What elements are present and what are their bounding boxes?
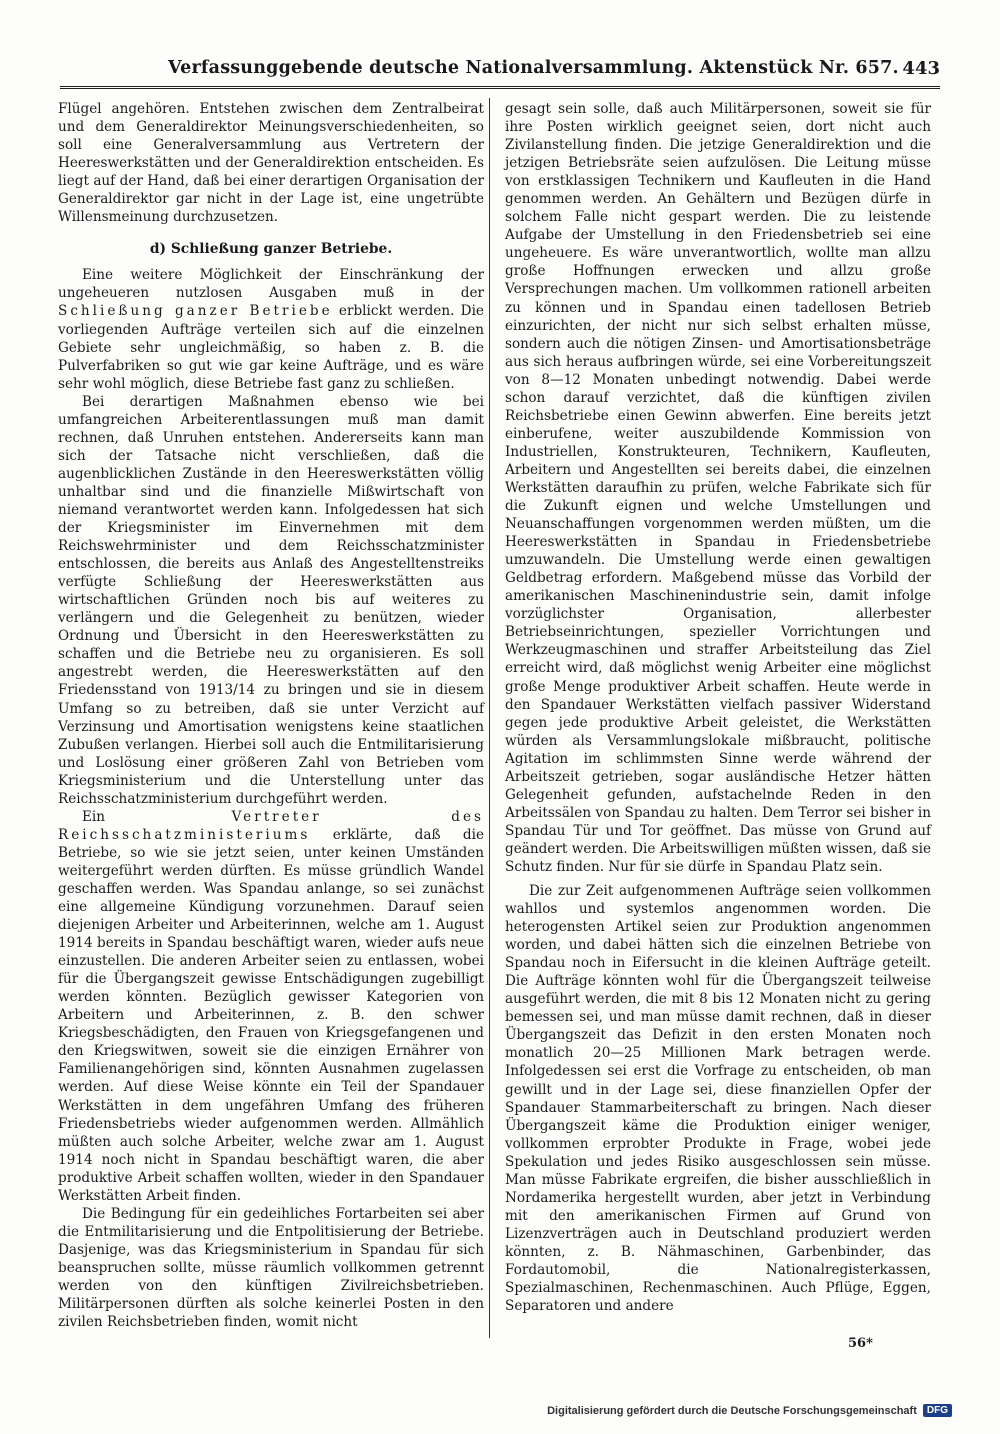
paragraph [58,266,484,392]
text-run: Ein [82,808,106,825]
header-rule [60,86,940,89]
emphasized-text: Schließung ganzer Betriebe [58,303,333,320]
emphasized-text: Vertreter des Reichsschatzministeriums [58,808,484,843]
sheet-signature: 56* [848,1336,873,1351]
paragraph: Die zur Zeit aufgenommenen Aufträge seien vollkommen wahllos und systemlos angenommen worden. Die heterogensten Artikel seien zur Produktion angenommen worden, und dabei hätten sich die einzelnen Betriebe von Spandau noch in Eifersucht in die kleinen Aufträge geteilt. Die Aufträge könnten wohl für die Übergangszeit teilweise ausgeführt werden, die mit 8 bis 12 Monaten nicht zu gering bemessen sei, und man müsse damit rechnen, daß in dieser Übergangszeit das Defizit in den ersten Monaten noch monatlich 20—25 Millionen Mark betragen werde. Infolgedessen sei erst die Vorfrage zu entscheiden, ob man gewillt und in der Lage sei, diese finanziellen Opfer der Spandauer Stammarbeiterschaft zu bringen. Nach dieser Übergangszeit käme die Produktion einiger weniger, vollkommen erprobter Produkte in Frage, wobei jede Spekulation und jedes Risiko ausgeschlossen sein müsse. Man müsse Fabrikate ergreifen, die bisher ausschließlich in Nordamerika hergestellt wurden, aber jetzt in Verbindung mit den amerikanischen Firmen auf Grund von Lizenzverträgen auch in Deutschland produziert werden könnten, z. B. Nähmaschinen, Garbenbinder, das Fordautomobil, die Nationalregisterkassen, Spezialmaschinen, Rechenmaschinen. Auch Pflüge, Eggen, Separatoren und andere [505,883,931,1315]
footer-credit [547,1404,952,1417]
column-divider [489,98,490,1338]
text-run: Eine weitere Möglichkeit der Einschränkung der ungeheueren nutzlosen Ausgaben muß in der [58,267,484,302]
text-run: erblickt werden. Die vorliegenden Aufträge verteilen sich auf die einzelnen Gebiete sehr ungleichmäßig, so haben z. B. die Pulverfabriken so gut wie gar keine Aufträge, und es wäre sehr wohl möglich, diese Betriebe fast ganz zu schließen. [58,303,484,392]
left-column [58,100,484,1331]
right-column [505,100,931,1315]
paragraph: Flügel angehören. Entstehen zwischen dem Zentralbeirat und dem Generaldirektor Meinungsverschiedenheiten, so soll eine Generalversammlung aus Vertretern der Heereswerkstätten und der Generaldirektion entscheiden. Es liegt auf der Hand, daß bei einer derartigen Organisation der Generaldirektor gar nicht in der Lage ist, eine ungetrübte Willensmeinung durchzusetzen. [58,101,484,226]
paragraph: Die Bedingung für ein gedeihliches Fortarbeiten sei aber die Entmilitarisierung und die Entpolitisierung der Betriebe. Dasjenige, was das Kriegsministerium in Spandau für sich beanspruchen sollte, müsse räumlich vollkommen getrennt werden von den künftigen Zivilreichsbetrieben. Militärpersonen dürften als solche keinerlei Posten in den zivilen Reichsbetrieben finden, womit nicht [58,1205,484,1331]
page-number: 443 [902,58,940,79]
text-run: erklärte, daß die Betriebe, so wie sie jetzt seien, unter keinen Umständen weitergeführt werden dürften. Es müsse gründlich Wandel geschaffen werden. Was Spandau anlange, so sei zunächst eine allgemeine Kündigung vorzunehmen. Darauf seien diejenigen Arbeiter und Arbeiterinnen, welche am 1. August 1914 bereits in Spandau beschäftigt waren, wieder aufs neue einzustellen. Die anderen Arbeiter seien zu entlassen, wobei für die Übergangszeit gewisse Entschädigungen zugebilligt werden könnten. Bezüglich gewisser Kategorien von Arbeitern und Arbeiterinnen, z. B. den schwer Kriegsbeschädigten, den Frauen von Kriegsgefangenen und den Kriegswitwen, soweit sie die einzigen Ernährer von Familienangehörigen sind, könnten Ausnahmen zugelassen werden. Auf diese Weise könnte ein Teil der Spandauer Werkstätten in dem ungefähren Umfang des früheren Friedensbetriebs wieder aufgenommen werden. Allmählich müßten auch solche Arbeiter, welche zwar am 1. August 1914 noch nicht in Spandau beschäftigt waren, die aber produktive Arbeit schaffen wollten, wieder in den Spandauer Werkstätten Arbeit finden. [58,826,484,1204]
header-title: Verfassunggebende deutsche Nationalversammlung. Aktenstück Nr. 657. [168,58,899,78]
page-header [60,52,940,92]
paragraph [58,808,484,1205]
dfg-logo-icon: DFG [923,1404,952,1417]
credit-text: Digitalisierung gefördert durch die Deutsche Forschungsgemeinschaft [547,1404,917,1417]
paragraph: gesagt sein solle, daß auch Militärpersonen, soweit sie für ihre Posten wirklich geeignet seien, dort nicht auch Zivilanstellung finden. Die jetzige Generaldirektion und die jetzigen Betriebsräte seien aufzulösen. Die Leitung müsse von erstklassigen Technikern und Kaufleuten in die Hand genommen werden. An Gehältern und Bezügen dürfe in solchem Falle nicht gespart werden. Die zu leistende Aufgabe der Umstellung in den Friedensbetrieb sei eine ungeheuere. Es wäre unverantwortlich, wollte man allzu große Hoffnungen erwecken und allzu große Versprechungen machen. Um vollkommen rationell arbeiten zu können und in Spandau einen tadellosen Betrieb einzurichten, der nicht nur sich selbst erhalten müsse, sondern auch die nötigen Zinsen- und Amortisationsbeträge aus sich heraus aufbringen würde, sei eine Vorbereitungszeit von 8—12 Monaten unbedingt notwendig. Dabei werde schon darauf verzichtet, daß die künftigen zivilen Reichsbetriebe einen Gewinn abwerfen. Eine bereits jetzt einberufene, weiter auszubildende Kommission von Industriellen, Konstrukteuren, Technikern, Kaufleuten, Arbeitern und Angestellten sei bereits dabei, die einzelnen Werkstätten daraufhin zu prüfen, welche Fabrikate sich für die Zukunft eignen und welche Umstellungen und Neuanschaffungen vorgenommen werden müßten, um die Heereswerkstätten in Spandau in Friedensbetriebe umzuwandeln. Die Umstellung werde einen gewaltigen Geldbetrag erfordern. Maßgebend müsse das Vorbild der amerikanischen Maschinenindustrie sein, damit infolge vorzüglichster Organisation, allerbester Betriebseinrichtungen, spezieller Vorrichtungen und Werkzeugmaschinen und straffer Arbeitsteilung das Ziel erreicht wird, daß möglichst wenig Arbeiter eine möglichst große Menge produktiver Arbeit schaffen. Heute werde in den Spandauer Werkstätten vielfach passiver Widerstand gegen jede produktive Arbeit geleistet, die Werkstätten würden als Versammlungslokale mißbraucht, politische Agitation im schlimmsten Sinne werde während der Arbeitszeit getrieben, sogar ausländische Hetzer hätten Gelegenheit gefunden, aufstachelnde Reden in den Arbeitssälen von Spandau zu halten. Dem Terror sei bisher in Spandau Tür und Tor geöffnet. Das müsse von Grund auf geändert werden. Die Arbeitswilligen müßten wissen, daß sie Schutz finden. Nur für sie dürfe in Spandau Platz sein. [505,101,931,875]
section-heading: d) Schließung ganzer Betriebe. [149,241,393,258]
paragraph: Bei derartigen Maßnahmen ebenso wie bei umfangreichen Arbeiterentlassungen muß man damit rechnen, daß Unruhen entstehen. Andererseits kann man sich der Tatsache nicht verschließen, daß die augenblicklichen Zustände in den Heereswerkstätten völlig unhaltbar sind und die finanzielle Mißwirtschaft von niemand verantwortet werden kann. Infolgedessen hat sich der Kriegsminister im Einvernehmen mit dem Reichswehrminister und dem Reichsschatzminister entschlossen, die bereits aus Anlaß des Angestelltenstreiks verfügte Schließung der Heereswerkstätten aus wirtschaftlichen Gründen noch bis auf weiteres zu verlängern und die Gelegenheit zu benützen, wieder Ordnung und Übersicht in den Heereswerkstätten zu schaffen und die Betriebe neu zu organisieren. Es soll angestrebt werden, die Heereswerkstätten auf den Friedensstand von 1913/14 zu bringen und sie in diesem Umfang so zu betreiben, daß sie unter Verzicht auf Verzinsung und Amortisation wenigstens keine staatlichen Zubußen verlangen. Hierbei soll auch die Entmilitarisierung und Loslösung einer größeren Zahl von Betrieben vom Kriegsministerium und die Unterstellung unter das Reichsschatzministerium durchgeführt werden. [58,393,484,807]
